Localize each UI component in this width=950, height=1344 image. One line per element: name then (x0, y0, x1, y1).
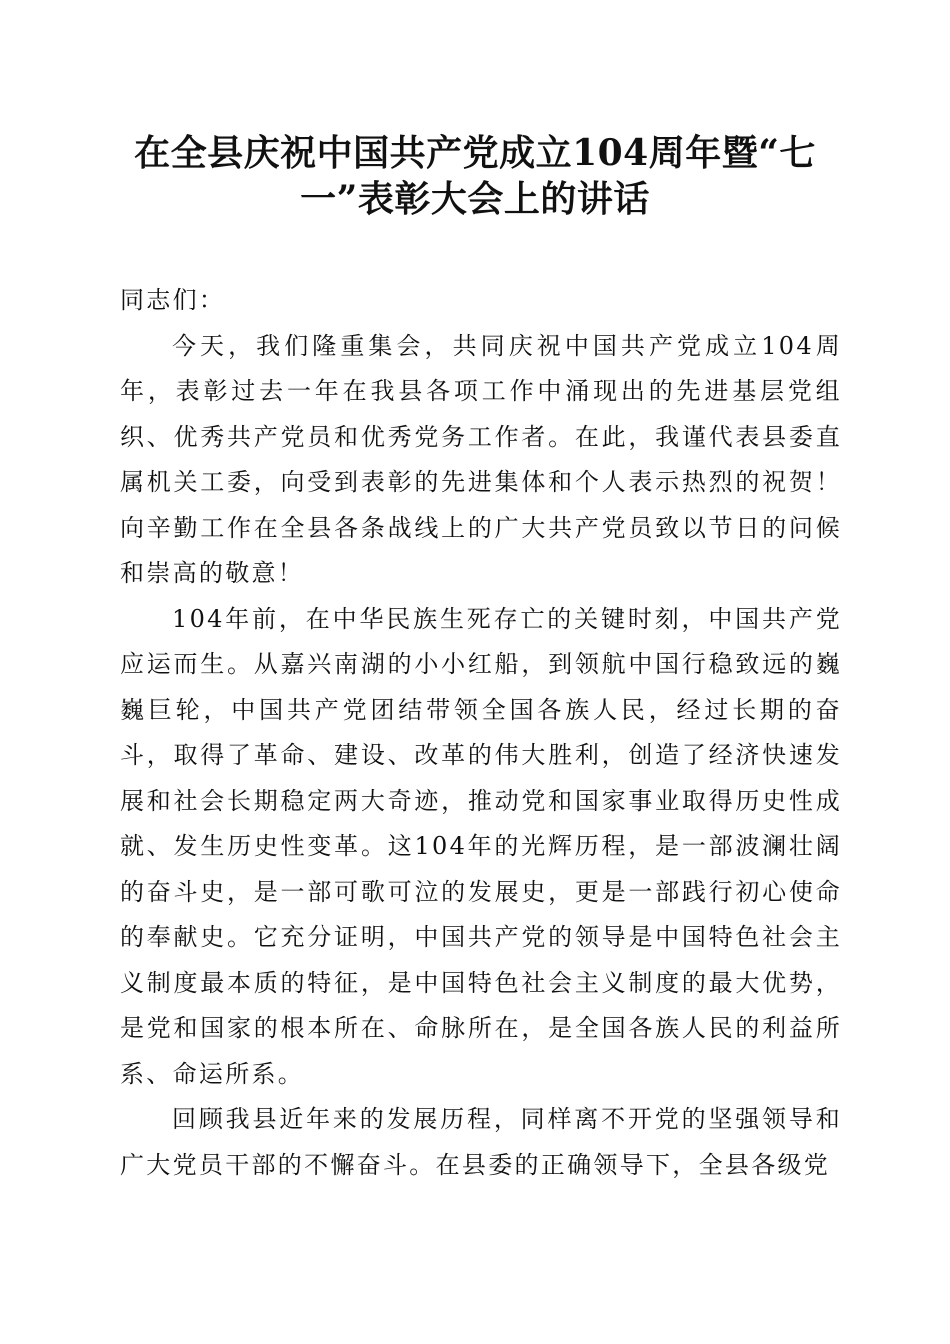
title-line-1: 在全县庆祝中国共产党成立104周年暨“七 (134, 132, 816, 174)
document-title (100, 130, 850, 222)
title-line-2: 一”表彰大会上的讲话 (300, 178, 650, 220)
paragraph-1: 今天，我们隆重集会，共同庆祝中国共产党成立104周年，表彰过去一年在我县各项工作中涌现出的先进基层党组织、优秀共产党员和优秀党务工作者。在此，我谨代表县委直属机关工委，向受到表彰的先进集体和个人表示热烈的祝贺！向辛勤工作在全县各条战线上的广大共产党员致以节日的问候和崇高的敬意！ (120, 331, 842, 587)
paragraph-2: 104年前，在中华民族生死存亡的关键时刻，中国共产党应运而生。从嘉兴南湖的小小红船，到领航中国行稳致远的巍巍巨轮，中国共产党团结带领全国各族人民，经过长期的奋斗，取得了革命、建设、改革的伟大胜利，创造了经济快速发展和社会长期稳定两大奇迹，推动党和国家事业取得历史性成就、发生历史性变革。这104年的光辉历程，是一部波澜壮阔的奋斗史，是一部可歌可泣的发展史，更是一部践行初心使命的奉献史。它充分证明，中国共产党的领导是中国特色社会主义制度最本质的特征，是中国特色社会主义制度的最大优势，是党和国家的根本所在、命脉所在，是全国各族人民的利益所系、命运所系。 (120, 604, 842, 1088)
salutation: 同志们： (120, 286, 226, 314)
paragraph-3: 回顾我县近年来的发展历程，同样离不开党的坚强领导和广大党员干部的不懈奋斗。在县委的正确领导下，全县各级党 (120, 1105, 842, 1179)
document-body (120, 278, 842, 1188)
